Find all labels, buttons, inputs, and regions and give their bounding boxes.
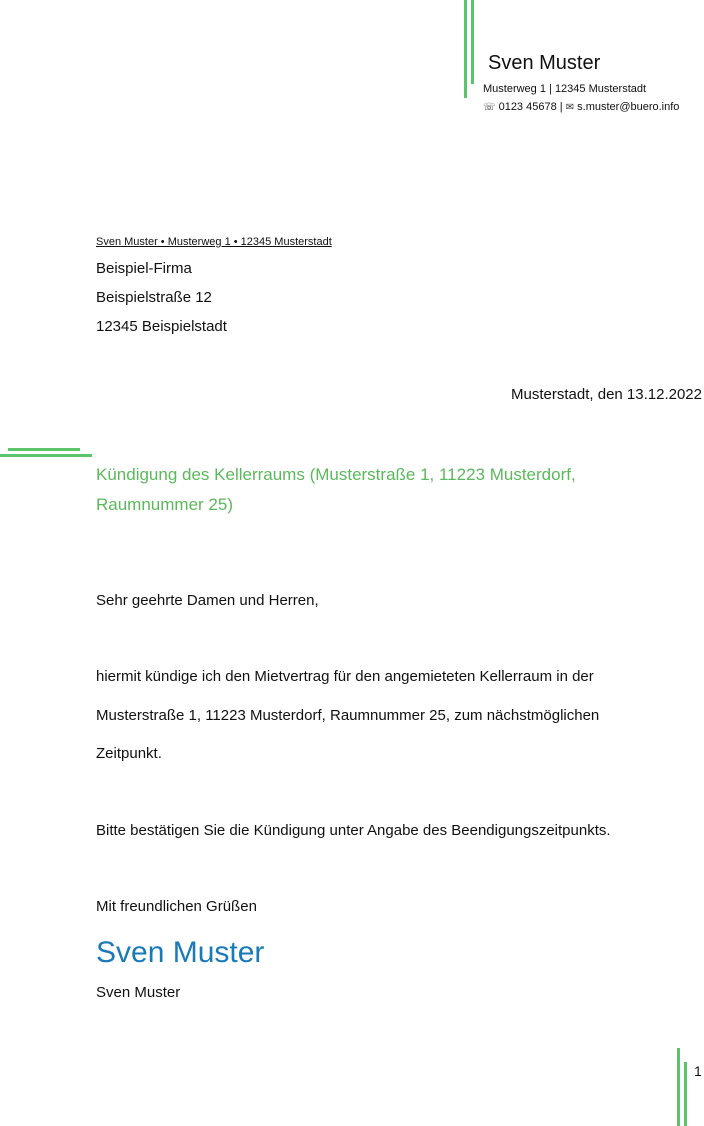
- sender-address: Musterweg 1 | 12345 Musterstadt: [483, 83, 647, 95]
- body-line-2: Musterstraße 1, 11223 Musterdorf, Raumnummer 25, zum nächstmöglichen: [96, 707, 600, 724]
- recipient-city: 12345 Beispielstadt: [96, 318, 227, 335]
- recipient-company: Beispiel-Firma: [96, 260, 192, 277]
- sender-name: Sven Muster: [488, 52, 601, 74]
- envelope-icon: ✉: [565, 102, 575, 113]
- footer-accent-line-2: [684, 1062, 687, 1126]
- return-address: Sven Muster • Musterweg 1 • 12345 Musterstadt: [96, 236, 332, 248]
- salutation: Sehr geehrte Damen und Herren,: [96, 592, 319, 609]
- contact-separator: |: [559, 101, 563, 113]
- phone-icon: ☏: [483, 102, 496, 113]
- header-accent-line-1: [464, 0, 467, 98]
- sender-phone: 0123 45678: [498, 101, 557, 113]
- body-line-1: hiermit kündige ich den Mietvertrag für den angemieteten Kellerraum in der: [96, 668, 594, 685]
- body-line-4: Bitte bestätigen Sie die Kündigung unter Angabe des Beendigungszeitpunkts.: [96, 822, 611, 839]
- subject-accent-line-1: [8, 448, 80, 451]
- subject-accent-line-2: [0, 454, 92, 457]
- signer-name: Sven Muster: [96, 984, 181, 1001]
- sender-email: s.muster@buero.info: [577, 101, 680, 113]
- page-number: 1: [694, 1063, 702, 1079]
- sender-contact: [483, 101, 679, 113]
- body-line-3: Zeitpunkt.: [96, 745, 162, 762]
- letter-subject: Kündigung des Kellerraums (Musterstraße 1, 11223 Musterdorf, Raumnummer 25): [96, 465, 576, 514]
- signature: Sven Muster: [96, 936, 265, 969]
- footer-accent-line-1: [677, 1048, 680, 1126]
- closing: Mit freundlichen Grüßen: [96, 898, 257, 915]
- letter-date: Musterstadt, den 13.12.2022: [511, 386, 702, 403]
- header-accent-line-2: [471, 0, 474, 84]
- recipient-street: Beispielstraße 12: [96, 289, 212, 306]
